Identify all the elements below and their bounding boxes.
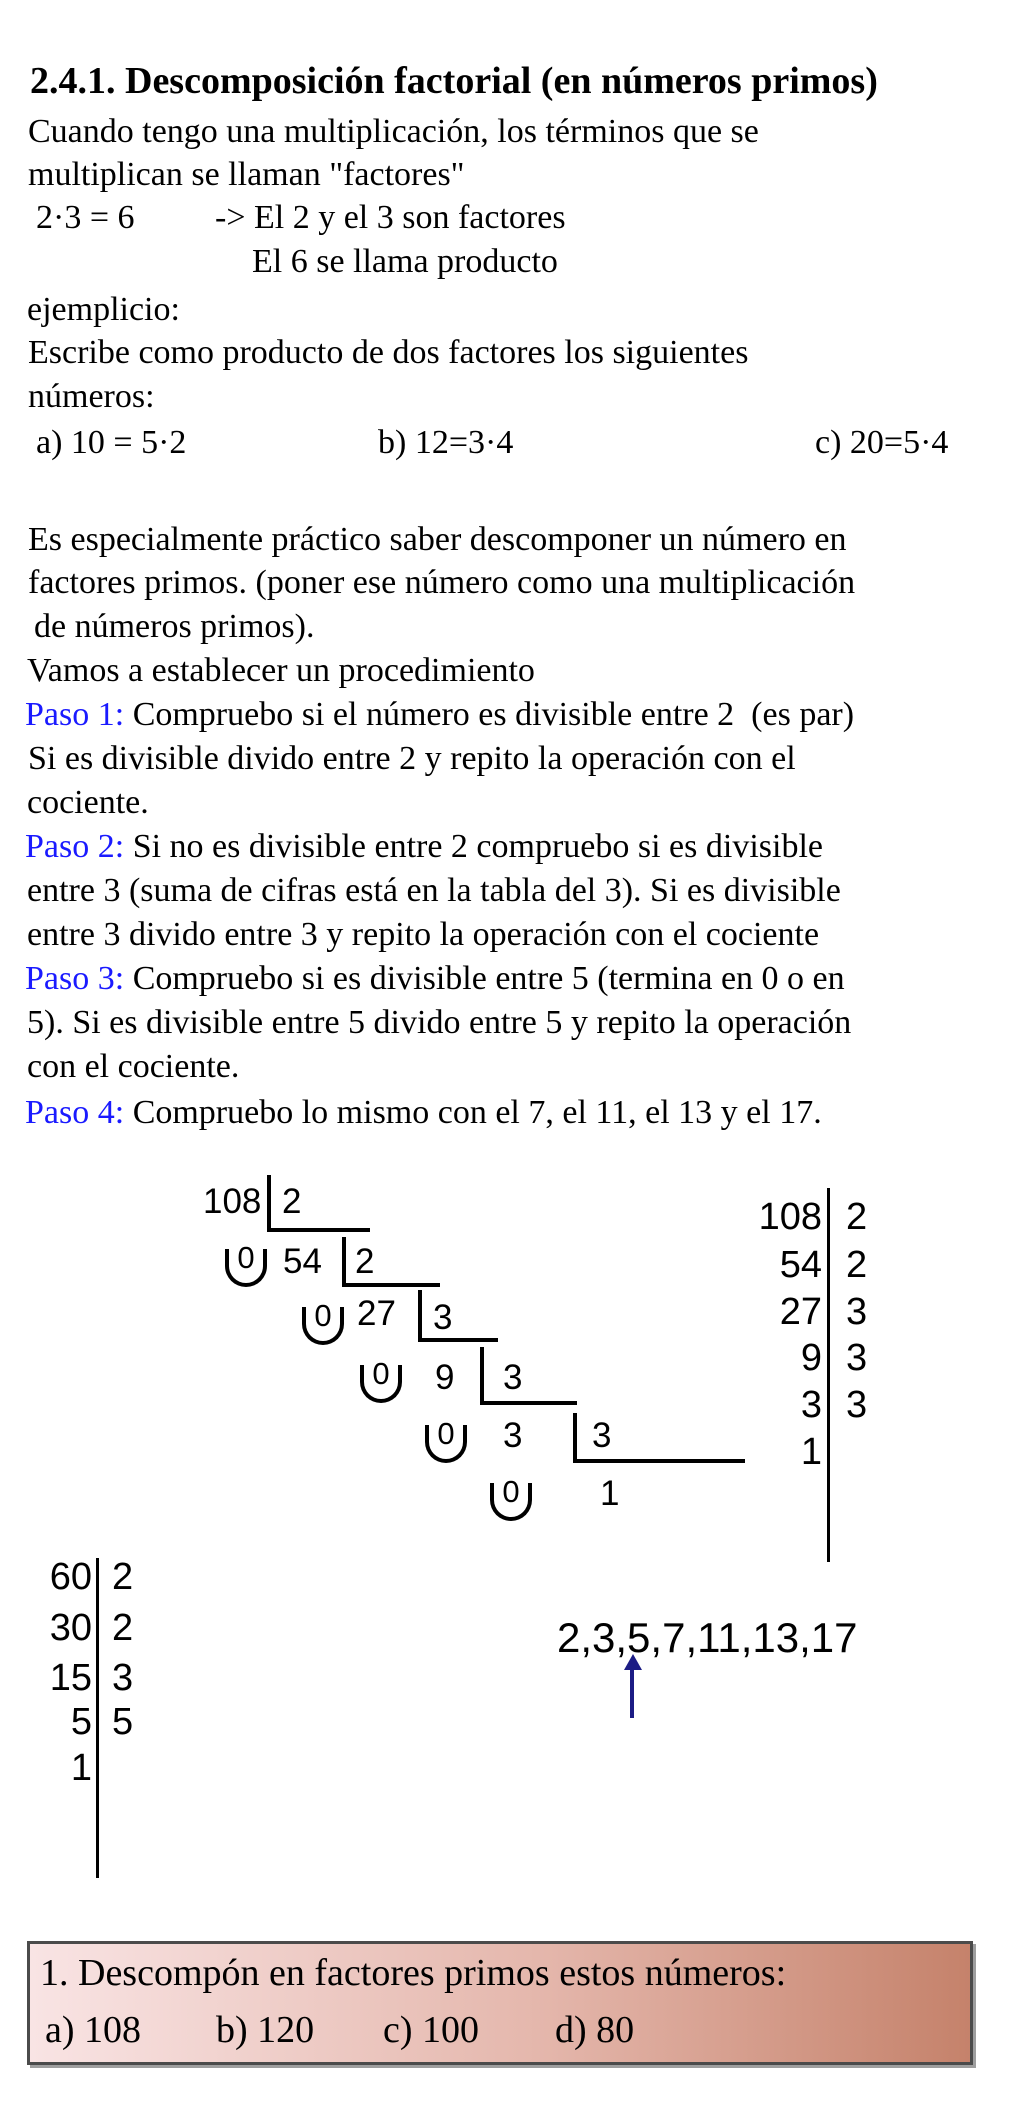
remainder-zero-mark: 0 — [357, 1358, 405, 1406]
exercise-item-c: c) 100 — [383, 2009, 480, 2051]
step-2-cont-2: entre 3 divido entre 3 y repito la operación con el cociente — [27, 916, 820, 953]
equation: 2·3 = 6 — [36, 199, 135, 236]
cascade-dividend-4: 9 — [435, 1358, 455, 1397]
step-3-cont-1: 5). Si es divisible entre 5 divido entre 5 y repito la operación — [27, 1004, 852, 1041]
division-line — [267, 1228, 370, 1232]
division-bar — [418, 1290, 422, 1342]
remainder-zero-mark: 0 — [422, 1418, 470, 1466]
column-dividend: 30 — [49, 1607, 92, 1649]
intro-line-2: multiplican se llaman "factores" — [28, 156, 465, 193]
step-1-cont-2: cociente. — [27, 784, 149, 821]
column-divisor: 2 — [112, 1556, 134, 1598]
lesson-title: 2.4.1. Descomposición factorial (en números primos) — [30, 60, 878, 102]
division-bar — [480, 1347, 484, 1405]
column-divisor: 2 — [112, 1607, 134, 1649]
column-final-quotient: 1 — [800, 1431, 822, 1473]
practical-line-3: de números primos). — [34, 608, 315, 645]
cascade-dividend-3: 27 — [357, 1294, 396, 1333]
example-c: c) 20=5·4 — [815, 424, 949, 461]
step-1-label: Paso 1: — [25, 696, 125, 733]
column-divisor: 3 — [846, 1384, 868, 1426]
cascade-dividend-5: 3 — [503, 1416, 523, 1455]
step-3-label: Paso 3: — [25, 960, 125, 997]
example-label: ejemplicio: — [27, 291, 180, 328]
division-line — [573, 1459, 745, 1463]
column-dividend: 5 — [70, 1701, 92, 1743]
step-2-text: Si no es divisible entre 2 compruebo si es divisible — [124, 828, 823, 865]
example-a: a) 10 = 5·2 — [36, 424, 187, 461]
exercise-box-title: 1. Descompón en factores primos estos números: — [40, 1952, 787, 1994]
step-3-cont-2: con el cociente. — [27, 1048, 240, 1085]
column-divisor: 2 — [846, 1196, 868, 1238]
column-divisor: 3 — [846, 1337, 868, 1379]
remainder-zero-mark: 0 — [487, 1476, 535, 1524]
column-dividend: 27 — [779, 1291, 822, 1333]
division-line — [342, 1283, 440, 1287]
product-note: El 6 se llama producto — [252, 243, 558, 280]
exercise-item-b: b) 120 — [216, 2009, 315, 2051]
example-b: b) 12=3·4 — [378, 424, 514, 461]
division-bar — [827, 1188, 830, 1562]
step-1-cont-1: Si es divisible divido entre 2 y repito la operación con el — [28, 740, 796, 777]
remainder-zero-mark: 0 — [222, 1242, 270, 1290]
column-divisor: 5 — [112, 1701, 134, 1743]
step-1-line — [25, 693, 854, 737]
remainder-zero-mark: 0 — [299, 1300, 347, 1348]
primes-list: 2,3,5,7,11,13,17 — [557, 1614, 858, 1661]
factors-note: -> El 2 y el 3 son factores — [215, 199, 566, 236]
step-2-cont-1: entre 3 (suma de cifras está en la tabla del 3). Si es divisible — [27, 872, 841, 909]
cascade-dividend-1: 108 — [203, 1182, 262, 1221]
practical-line-2: factores primos. (poner ese número como una multiplicación — [28, 564, 856, 601]
column-dividend: 108 — [758, 1196, 822, 1238]
cascade-divisor-3: 3 — [433, 1298, 453, 1337]
division-bar — [267, 1175, 271, 1232]
cascade-dividend-2: 54 — [283, 1242, 322, 1281]
division-bar — [573, 1413, 577, 1463]
exercise-box — [27, 1941, 973, 2065]
division-bar — [96, 1558, 99, 1878]
arrow-up-shaft — [630, 1668, 634, 1718]
exercise-item-a: a) 108 — [45, 2009, 142, 2051]
step-4-text: Compruebo lo mismo con el 7, el 11, el 13 y el 17. — [124, 1094, 822, 1131]
cascade-final-quotient: 1 — [600, 1474, 620, 1513]
step-4-line — [25, 1091, 822, 1135]
column-dividend: 60 — [49, 1556, 92, 1598]
column-dividend: 3 — [800, 1384, 822, 1426]
exercise-item-d: d) 80 — [555, 2009, 635, 2051]
intro-line-1: Cuando tengo una multiplicación, los términos que se — [28, 113, 759, 150]
column-divisor: 3 — [112, 1657, 134, 1699]
practical-line-1: Es especialmente práctico saber descomponer un número en — [28, 521, 847, 558]
column-dividend: 9 — [800, 1337, 822, 1379]
step-2-label: Paso 2: — [25, 828, 125, 865]
cascade-divisor-1: 2 — [282, 1182, 302, 1221]
cascade-divisor-2: 2 — [355, 1242, 375, 1281]
step-2-line — [25, 825, 823, 869]
step-3-text: Compruebo si es divisible entre 5 (termina en 0 o en — [124, 960, 845, 997]
column-divisor: 3 — [846, 1291, 868, 1333]
step-1-text: Compruebo si el número es divisible entre 2 (es par) — [124, 696, 855, 733]
step-4-label: Paso 4: — [25, 1094, 125, 1131]
cascade-divisor-4: 3 — [503, 1358, 523, 1397]
column-divisor: 2 — [846, 1244, 868, 1286]
division-line — [418, 1338, 498, 1342]
exercise-line-1: Escribe como producto de dos factores los siguientes — [28, 334, 749, 371]
column-dividend: 15 — [49, 1657, 92, 1699]
step-3-line — [25, 957, 845, 1001]
division-bar — [342, 1237, 346, 1287]
exercise-line-2: números: — [28, 378, 155, 415]
division-line — [480, 1401, 577, 1405]
cascade-divisor-5: 3 — [592, 1416, 612, 1455]
column-dividend: 54 — [779, 1244, 822, 1286]
column-final-quotient: 1 — [70, 1747, 92, 1789]
procedure-intro: Vamos a establecer un procedimiento — [27, 652, 535, 689]
